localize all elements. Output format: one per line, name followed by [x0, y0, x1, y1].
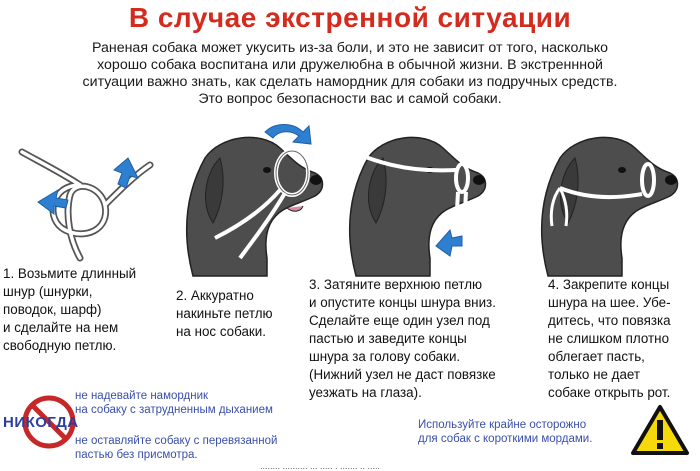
- page-title: В случае экстренной ситуации: [128, 2, 572, 33]
- arrow-icon: [436, 230, 462, 256]
- intro-line: хорошо собака воспитана или дружелюбна в обычной жизни. В экстреннной: [97, 57, 603, 73]
- step-line: не слишком плотно: [548, 331, 670, 346]
- warning-line: пастью без присмотра.: [75, 449, 198, 461]
- step-line: дитесь, что повязка: [548, 313, 671, 328]
- step-line: 3. Затяните верхнюю петлю: [309, 277, 483, 292]
- step-line: и опустите концы шнура вниз.: [309, 295, 496, 310]
- step-1-loop-illustration: [10, 140, 160, 270]
- step-line: Сделайте еще один узел под: [309, 313, 490, 328]
- step-line: пастью и заведите концы: [309, 331, 467, 346]
- step-3-dog-illustration: [338, 118, 498, 278]
- step-line: (Нижний узел не даст повязке: [309, 367, 496, 382]
- step-line: только не дает: [548, 367, 641, 382]
- footer-text: ........ .......... ... ..... . ....... .. .....: [260, 461, 381, 471]
- step-2-dog-illustration: [175, 118, 330, 278]
- caution-line: Используйте крайне осторожно: [418, 419, 587, 431]
- step-line: и сделайте на нем: [3, 320, 119, 335]
- step-line: свободную петлю.: [3, 338, 117, 353]
- warning-line: не оставляйте собаку с перевязанной: [75, 435, 278, 447]
- step-line: шнура на шее. Убе-: [548, 295, 671, 310]
- caution-line: для собак с короткими мордами.: [418, 433, 593, 445]
- step-line: облегает пасть,: [548, 349, 645, 364]
- step-4-dog-illustration: [530, 118, 690, 278]
- warning-triangle-icon: [630, 404, 690, 456]
- step-line: накиньте петлю: [176, 306, 273, 321]
- step-line: собаке открыть рот.: [548, 385, 671, 400]
- never-warning-block: [0, 385, 380, 469]
- warning-line: на собаку с затрудненным дыханием: [75, 404, 273, 416]
- warning-line: не надевайте намордник: [75, 390, 209, 402]
- intro-line: Раненая собака может укусить из-за боли, и это не зависит от того, насколько: [91, 40, 609, 56]
- step-line: шнур (шнурки,: [3, 284, 93, 299]
- step-line: 4. Закрепите концы: [548, 277, 670, 292]
- step-2-text: [176, 287, 273, 341]
- intro-paragraph: [12, 40, 688, 108]
- step-line: уезжать на глаза).: [309, 385, 422, 400]
- intro-line: ситуации важно знать, как сделать намордник для собаки из подручных средств.: [82, 74, 618, 90]
- step-line: 2. Аккуратно: [176, 288, 254, 303]
- step-line: 1. Возьмите длинный: [3, 266, 137, 281]
- step-1-text: [3, 265, 136, 355]
- arrow-icon: [265, 125, 311, 145]
- step-line: поводок, шарф): [3, 302, 102, 317]
- intro-line: Это вопрос безопасности вас и самой собаки.: [198, 91, 502, 107]
- arrow-icon: [114, 158, 138, 188]
- step-4-text: [548, 276, 671, 402]
- never-label: НИКОГДА: [3, 414, 79, 431]
- step-3-text: [309, 276, 496, 402]
- step-line: шнура за голову собаки.: [309, 349, 461, 364]
- step-line: на нос собаки.: [176, 324, 266, 339]
